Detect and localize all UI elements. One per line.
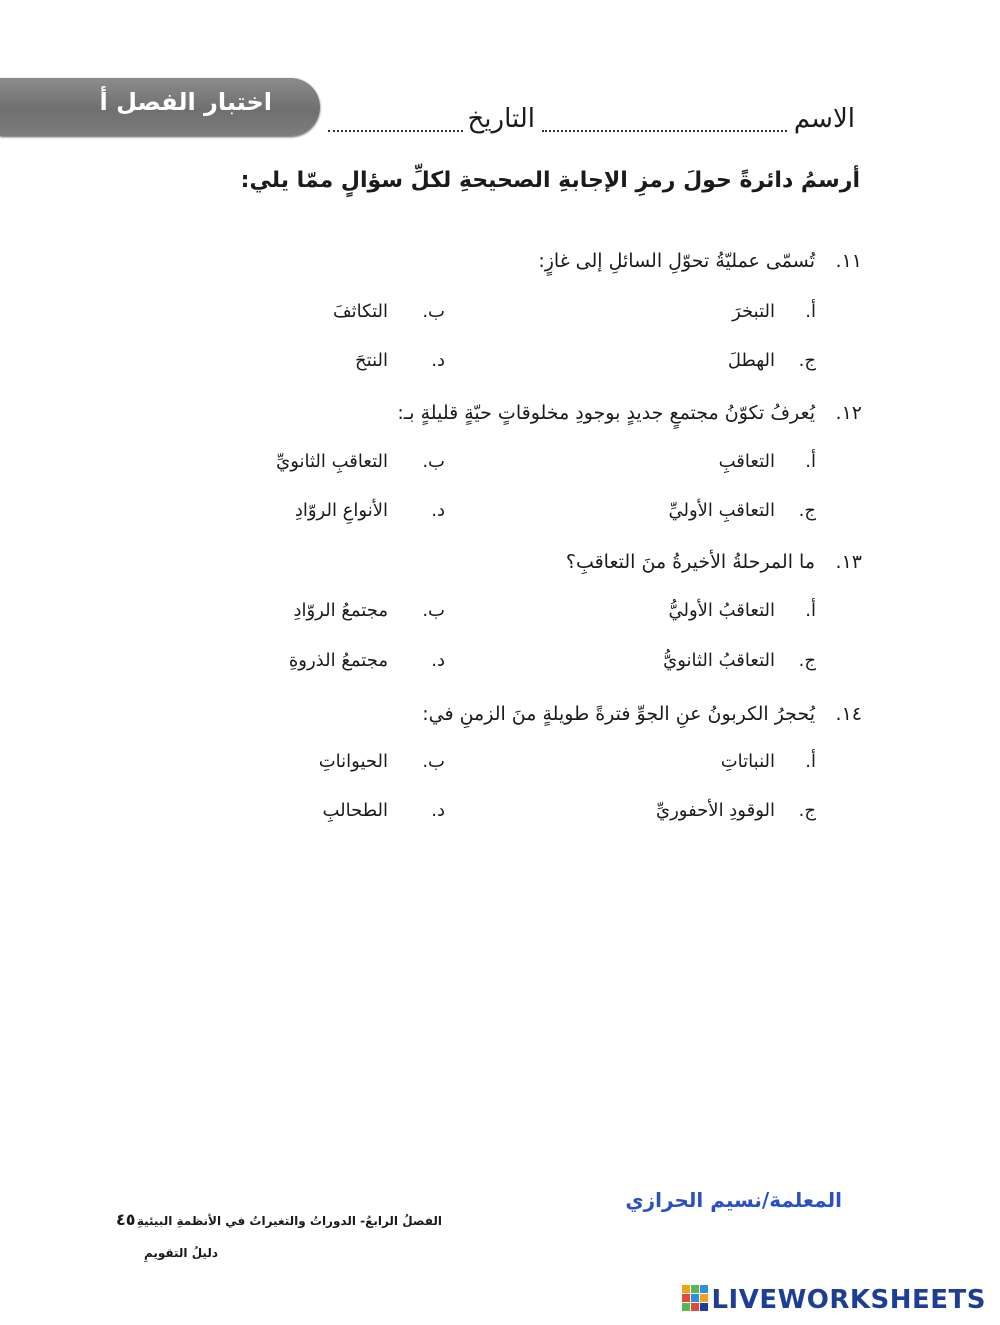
teacher-name: المعلمة/نسيم الحرازي xyxy=(625,1188,842,1212)
date-line xyxy=(328,130,463,132)
option-text[interactable]: التعاقبِ الثانويِّ xyxy=(276,451,388,472)
question-14-number: ١٤. xyxy=(835,703,862,725)
option-text[interactable]: التعاقبِ xyxy=(718,451,775,472)
option-letter[interactable]: أ. xyxy=(805,451,816,472)
option-letter[interactable]: ب. xyxy=(422,600,445,621)
option-text[interactable]: الأنواعِ الروّادِ xyxy=(294,500,388,521)
option-letter[interactable]: أ. xyxy=(805,751,816,772)
tab-title: اختبار الفصل أ xyxy=(99,88,272,116)
option-text[interactable]: الطحالبِ xyxy=(322,800,388,821)
option-text[interactable]: الهطلَ xyxy=(727,350,775,371)
liveworksheets-logo xyxy=(682,1285,986,1315)
question-13-text: ما المرحلةُ الأخيرةُ منَ التعاقبِ؟ xyxy=(565,551,815,573)
option-letter[interactable]: أ. xyxy=(805,301,816,322)
option-letter[interactable]: ب. xyxy=(422,451,445,472)
option-text[interactable]: مجتمعُ الروّادِ xyxy=(293,600,388,621)
option-text[interactable]: الوقودِ الأحفوريِّ xyxy=(655,800,775,821)
option-letter[interactable]: د. xyxy=(431,800,445,821)
question-11-text: تُسمّى عمليّةُ تحوّلِ السائلِ إلى غازٍ: xyxy=(538,250,815,272)
chapter-title: الفصلُ الرابعُ- الدوراتُ والتغيراتُ في الأنظمةِ البيئيةِ xyxy=(136,1214,442,1228)
question-13-number: ١٣. xyxy=(835,551,862,573)
option-text[interactable]: التكاثفَ xyxy=(333,301,388,322)
instruction: أرسمُ دائرةً حولَ رمزِ الإجابةِ الصحيحةِ لكلِّ سؤالٍ ممّا يلي: xyxy=(240,168,860,193)
option-letter[interactable]: د. xyxy=(431,500,445,521)
liveworksheets-icon xyxy=(682,1285,708,1311)
option-text[interactable]: النباتاتِ xyxy=(720,751,775,772)
option-letter[interactable]: ج. xyxy=(798,650,816,671)
name-label: الاسم xyxy=(793,104,855,134)
question-11-number: ١١. xyxy=(835,250,862,272)
option-letter[interactable]: د. xyxy=(431,650,445,671)
option-text[interactable]: الحيواناتِ xyxy=(318,751,388,772)
option-letter[interactable]: ب. xyxy=(422,751,445,772)
page-number: ٤٥ xyxy=(116,1210,136,1229)
question-12-text: يُعرفُ تكوّنُ مجتمعٍ جديدٍ بوجودِ مخلوقاتٍ حيّةٍ قليلةٍ بـ: xyxy=(397,402,815,424)
option-letter[interactable]: أ. xyxy=(805,600,816,621)
option-letter[interactable]: د. xyxy=(431,350,445,371)
option-text[interactable]: التعاقبِ الأوليِّ xyxy=(668,500,775,521)
option-text[interactable]: التعاقبُ الثانويُّ xyxy=(663,650,775,671)
guide-label: دليلُ التقويمِ xyxy=(143,1246,218,1260)
date-label: التاريخ xyxy=(467,104,535,134)
option-text[interactable]: النتحَ xyxy=(355,350,388,371)
option-letter[interactable]: ج. xyxy=(798,800,816,821)
option-letter[interactable]: ج. xyxy=(798,500,816,521)
name-line xyxy=(542,130,787,132)
header-tab xyxy=(0,78,320,136)
option-text[interactable]: مجتمعُ الذروةِ xyxy=(288,650,388,671)
option-letter[interactable]: ج. xyxy=(798,350,816,371)
brand-text: LIVEWORKSHEETS xyxy=(711,1285,986,1315)
question-14-text: يُحجرُ الكربونُ عنِ الجوِّ فترةً طويلةٍ منَ الزمنِ في: xyxy=(422,703,815,725)
option-letter[interactable]: ب. xyxy=(422,301,445,322)
option-text[interactable]: التبخرَ xyxy=(732,301,775,322)
question-12-number: ١٢. xyxy=(835,402,862,424)
option-text[interactable]: التعاقبُ الأوليُّ xyxy=(668,600,775,621)
